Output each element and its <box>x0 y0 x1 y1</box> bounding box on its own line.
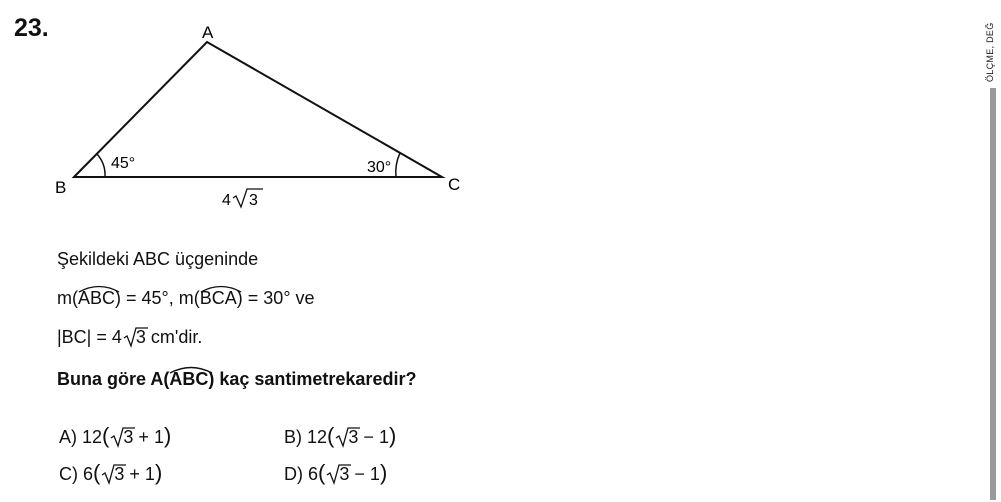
option-a-k: 1 <box>153 427 164 447</box>
option-a-sqrt <box>109 427 133 448</box>
option-c-rad: 3 <box>114 464 125 484</box>
option-c-sqrt <box>100 464 124 485</box>
question-post: kaç santimetrekaredir? <box>214 369 417 389</box>
option-a-rad: 3 <box>123 427 134 447</box>
angle-c-arc <box>396 153 400 177</box>
eq-1: = 45°, <box>121 288 179 308</box>
option-b-k: 1 <box>378 427 389 447</box>
question-angle-text: ABC <box>169 369 209 389</box>
measure-m1: m <box>57 288 72 308</box>
angle-abc-text: ABC <box>78 288 116 308</box>
sqrt-sign <box>335 425 361 447</box>
option-d[interactable]: D) 6( 3 − 1) <box>284 460 388 485</box>
option-b-coef: 12 <box>307 427 328 447</box>
question-number: 23. <box>14 14 49 42</box>
side-tab <box>487 0 995 502</box>
vertex-b-label: B <box>55 178 67 197</box>
option-b[interactable]: B) 12( 3 − 1) <box>284 423 397 448</box>
option-d-k: 1 <box>369 464 380 484</box>
option-b-rad: 3 <box>348 427 359 447</box>
angle-c-label: 30° <box>367 159 392 176</box>
base-rad: 3 <box>249 192 258 209</box>
option-a-letter: A) <box>59 427 77 447</box>
option-c-coef: 6 <box>83 464 94 484</box>
option-a-op: + <box>138 427 149 447</box>
statement-line-2: m( ABC) = 45°, m( BCA) = 30° ve <box>57 288 315 309</box>
question-angle <box>169 369 208 390</box>
angle-b-label: 45° <box>111 155 136 172</box>
option-d-coef: 6 <box>308 464 319 484</box>
side-bar <box>990 88 996 500</box>
option-d-letter: D) <box>284 464 303 484</box>
vertex-c-label: C <box>448 175 461 194</box>
bc-lhs: |BC| = 4 <box>57 327 122 347</box>
question-pre: Buna göre A <box>57 369 164 389</box>
option-d-sqrt <box>325 464 349 485</box>
question-text: Buna göre A( ABC) kaç santimetrekaredir? <box>57 369 416 390</box>
vertex-a-label: A <box>202 23 214 42</box>
option-c-op: + <box>129 464 140 484</box>
arc-hat-2 <box>200 283 242 293</box>
measure-m2: m <box>178 288 194 308</box>
option-b-letter: B) <box>284 427 302 447</box>
option-d-rad: 3 <box>339 464 350 484</box>
angle-b-arc <box>97 154 105 177</box>
angle-bca <box>200 288 237 309</box>
sqrt-sign <box>326 462 352 484</box>
angle-bca-text: BCA <box>199 288 237 308</box>
statement-line-3 <box>57 327 202 348</box>
bc-sqrt <box>122 327 146 348</box>
option-c-letter: C) <box>59 464 78 484</box>
base-sqrt-sign <box>233 189 263 207</box>
triangle-figure <box>0 0 487 220</box>
option-c[interactable]: C) 6( 3 + 1) <box>59 460 163 485</box>
angle-abc <box>78 288 115 309</box>
statement-line-1: Şekildeki ABC üçgeninde <box>57 249 259 269</box>
arc-hat-q <box>169 364 213 374</box>
sqrt-sign <box>123 325 149 347</box>
option-a-coef: 12 <box>82 427 103 447</box>
base-coef: 4 <box>222 192 231 209</box>
bc-rad: 3 <box>135 327 146 347</box>
arc-hat-1 <box>78 283 120 293</box>
option-b-op: − <box>363 427 374 447</box>
sqrt-sign <box>110 425 136 447</box>
bc-rest: cm'dir. <box>145 327 203 347</box>
option-a[interactable]: A) 12( 3 + 1) <box>59 423 172 448</box>
option-d-op: − <box>354 464 365 484</box>
eq-2: = 30° ve <box>242 288 315 308</box>
option-c-k: 1 <box>144 464 155 484</box>
base-length-label <box>222 189 263 209</box>
sqrt-sign <box>101 462 127 484</box>
option-b-sqrt <box>334 427 358 448</box>
side-label: ÖLÇME, DEĞ <box>985 22 995 82</box>
